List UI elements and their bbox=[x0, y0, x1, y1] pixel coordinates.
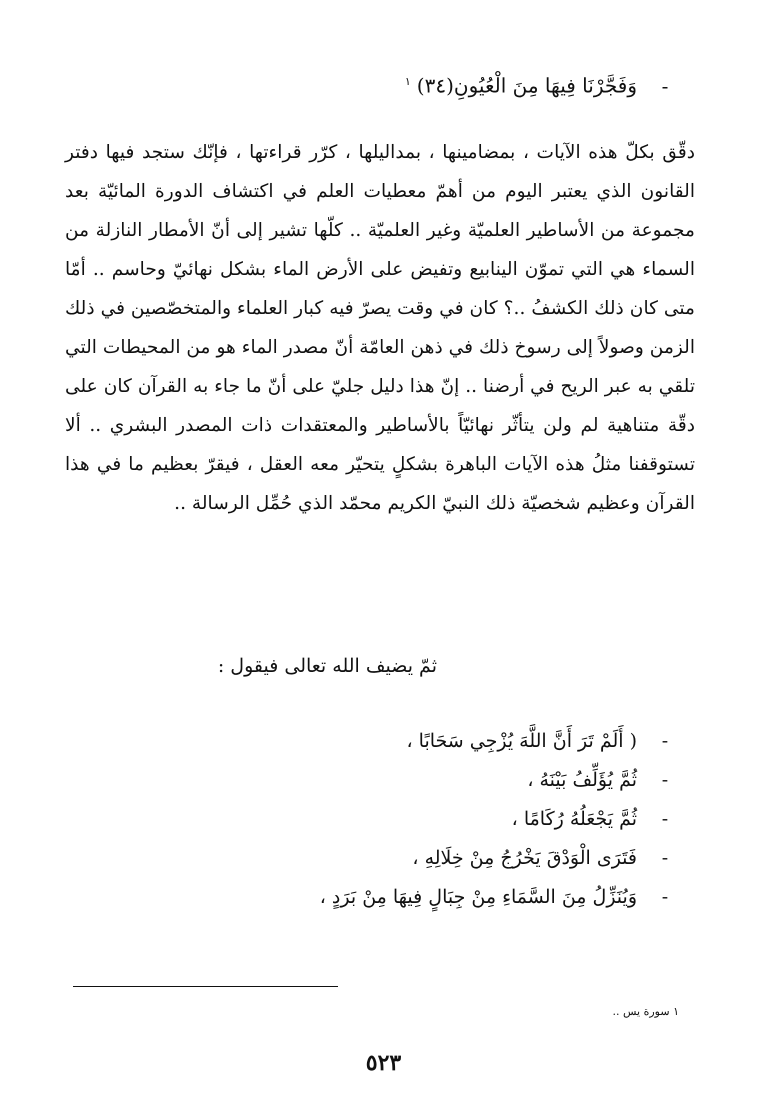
verse-item bbox=[159, 878, 679, 917]
footnote-reference: ١ bbox=[404, 75, 411, 88]
verse-item bbox=[159, 839, 679, 878]
body-paragraph: دقّق بكلّ هذه الآيات ، بمضامينها ، بمداليلها ، كرّر قراءتها ، فإنّك ستجد فيها دفتر القانون الذي يعتبر اليوم من أهمّ معطيات العلم في اكتشاف الدورة المائيّة بعد مجموعة من الأساطير العلميّة وغير العلميّة .. كلّها تشير إلى أنّ الأمطار النازلة من السماء هي التي تموّن الينابيع وتفيض على الأرض الماء بشكل نهائيّ وحاسم .. أمّا متى كان ذلك الكشفُ ..؟ كان في وقت يصرّ فيه كبار العلماء والمتخصّصين في ذلك الزمن وصولاً إلى رسوخ ذلك في ذهن العامّة أنّ مصدر الماء هو من المحيطات التي تلقي به عبر الريح في أرضنا .. إنّ هذا دليل جليّ على أنّ ما جاء به القرآن كان على دقّة متناهية لم ولن يتأثّر نهائيّاً بالأساطير والمعتقدات ذات المصدر البشري .. ألا تستوقفنا مثلُ هذه الآيات الباهرة بشكلٍ يتحيّر معه العقل ، فيقرّ بعظيم ما في هذا القرآن وعظيم شخصيّة ذلك النبيّ الكريم محمّد الذي حُمِّل الرسالة .. bbox=[65, 142, 695, 514]
verse-dash: - bbox=[661, 769, 669, 791]
verse-dash: - bbox=[661, 730, 669, 752]
footnote: ١ سورة يس .. bbox=[612, 1005, 679, 1018]
verse-dash: - bbox=[661, 73, 669, 98]
verse-text: ( أَلَمْ تَرَ أَنَّ اللَّهَ يُزْجِي سَحَابًا ، bbox=[406, 730, 637, 752]
verse-dash: - bbox=[661, 886, 669, 908]
verse-text: ثُمَّ يَجْعَلُهُ رُكَامًا ، bbox=[511, 808, 637, 830]
verse-text: فَتَرَى الْوَدْقَ يَخْرُجُ مِنْ خِلَالِهِ ، bbox=[412, 847, 637, 869]
verse-dash: - bbox=[661, 847, 669, 869]
verse-item bbox=[159, 722, 679, 761]
page-number: ٥٢٣ bbox=[365, 1050, 402, 1076]
verse-text: وَفَجَّرْنَا فِيهَا مِنَ الْعُيُونِ(٣٤) bbox=[416, 73, 637, 98]
verse-list bbox=[159, 722, 679, 917]
quran-verse-top bbox=[119, 66, 679, 102]
verse-item bbox=[159, 800, 679, 839]
verse-text: ثُمَّ يُؤَلِّفُ بَيْنَهُ ، bbox=[527, 769, 637, 791]
verse-item bbox=[159, 761, 679, 800]
verse-dash: - bbox=[661, 808, 669, 830]
verse-text: وَيُنَزِّلُ مِنَ السَّمَاءِ مِنْ جِبَالٍ فِيهَا مِنْ بَرَدٍ ، bbox=[319, 886, 637, 908]
footnote-divider bbox=[73, 986, 338, 987]
verse-introduction: ثمّ يضيف الله تعالى فيقول : bbox=[217, 655, 437, 677]
